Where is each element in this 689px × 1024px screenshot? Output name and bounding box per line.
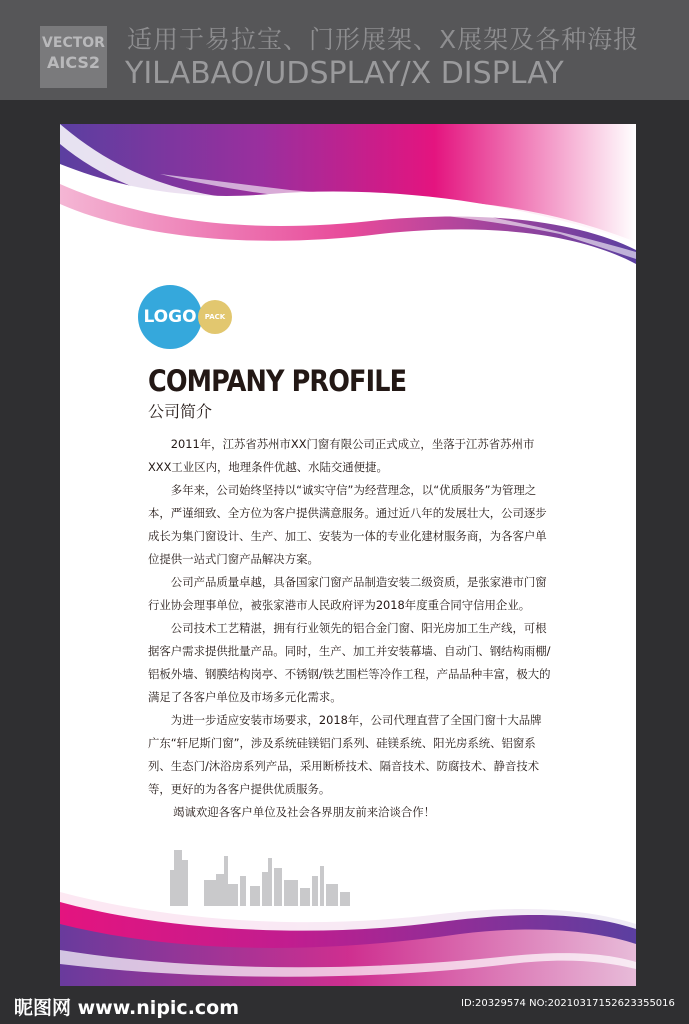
- profile-body: [148, 433, 551, 824]
- badge-line-1: VECTOR: [42, 35, 105, 51]
- vector-badge: [40, 26, 107, 88]
- paragraph: 公司产品质量卓越，具备国家门窗产品制造安装二级资质，是张家港市门窗行业协会理事单位，被张家港市人民政府评为2018年度重合同守信用企业。: [148, 575, 547, 612]
- logo-pack-circle: PACK: [198, 300, 232, 334]
- image-id-text: ID:20329574 NO:20210317152623355016: [461, 998, 675, 1009]
- header-title-cn: 适用于易拉宝、门形展架、X展架及各种海报: [127, 25, 640, 54]
- paragraph: 公司技术工艺精湛，拥有行业领先的铝合金门窗、阳光房加工生产线，可根据客户需求提供批量产品。同时，生产、加工并安装幕墙、自动门、钢结构雨棚/铝板外墙、钢膜结构岗亭、不锈钢/铁艺围栏等冷作工程，产品品种丰富，极大的满足了各客户单位及市场多元化需求。: [148, 621, 551, 704]
- city-skyline-graphic: [160, 846, 360, 906]
- poster: [60, 124, 636, 986]
- header-band: [0, 0, 689, 100]
- paragraph: 多年来，公司始终坚持以“诚实守信”为经营理念，以“优质服务”为管理之本，严谨细致、全方位为客户提供满意服务。通过近八年的发展壮大，公司逐步成长为集门窗设计、生产、加工、安装为一体的专业化建材服务商，为各客户单位提供一站式门窗产品解决方案。: [148, 483, 547, 566]
- page-title: COMPANY PROFILE: [148, 364, 407, 398]
- logo-circle: LOGO: [138, 285, 202, 349]
- site-watermark: 昵图网 www.nipic.com: [14, 997, 240, 1019]
- paragraph: 竭诚欢迎各客户单位及社会各界朋友前来洽谈合作！: [173, 805, 436, 819]
- paragraph: 2011年，江苏省苏州市XX门窗有限公司正式成立，坐落于江苏省苏州市XXX工业区内，地理条件优越、水陆交通便捷。: [148, 437, 535, 474]
- page-subtitle: 公司简介: [148, 402, 213, 421]
- badge-line-2: AICS2: [46, 53, 101, 72]
- header-title-en: YILABAO/UDSPLAY/X DISPLAY: [125, 56, 564, 91]
- paragraph: 为进一步适应安装市场要求，2018年，公司代理直营了全国门窗十大品牌广东“轩尼斯门窗”，涉及系统硅镁铝门系列、硅镁系统、阳光房系统、铝窗系列、生态门/沐浴房系列产品，采用断桥技术、隔音技术、防腐技术、静音技术等，更好的为各客户提供优质服务。: [148, 713, 542, 796]
